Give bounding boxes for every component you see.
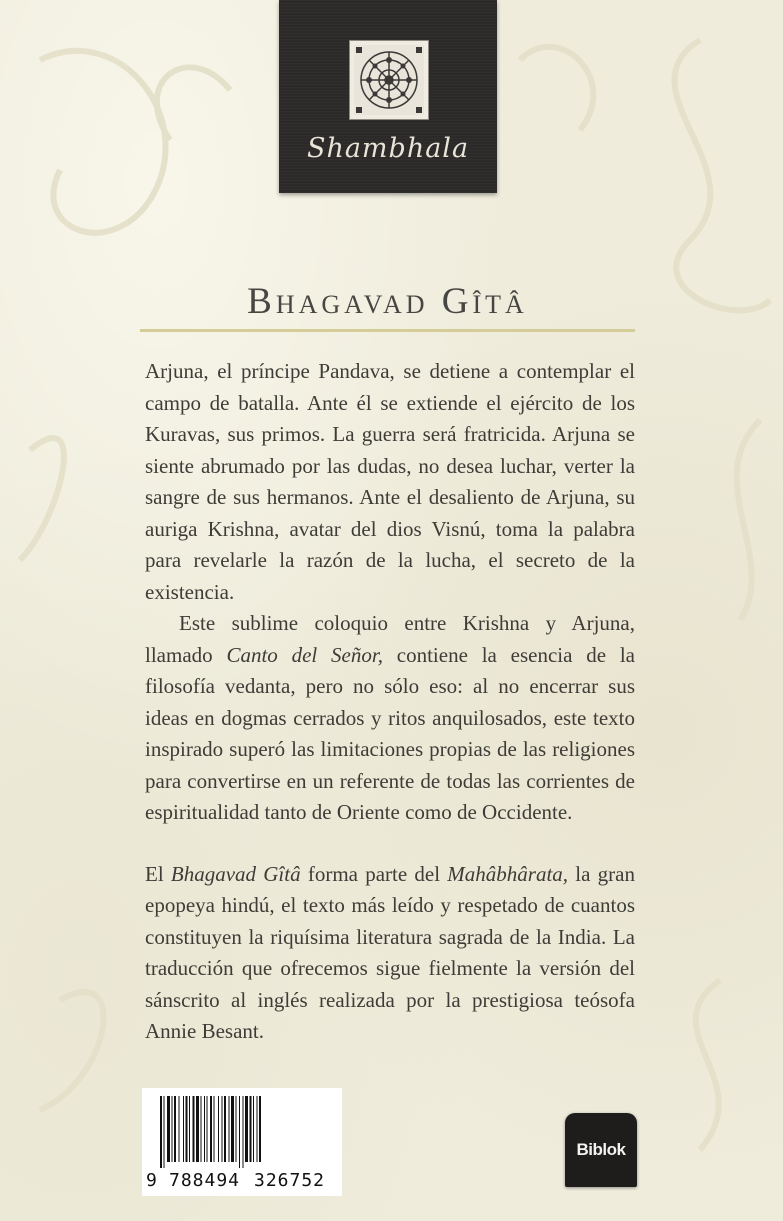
synopsis	[145, 356, 635, 1048]
paragraph-3-text-2: forma parte del	[300, 861, 448, 886]
barcode-bar	[189, 1096, 190, 1162]
barcode-bar	[214, 1096, 215, 1162]
barcode-bar	[236, 1096, 237, 1162]
synopsis-paragraph-2	[145, 608, 635, 829]
barcode-bar	[207, 1096, 208, 1162]
book-title: Bhagavad Gîtâ	[247, 281, 528, 322]
paragraph-2-text-before: Este sublime coloquio entre Krishna y Arjuna, llamado	[145, 611, 635, 667]
biblok-logo-text: Biblok	[576, 1140, 626, 1159]
barcode-bar	[193, 1096, 195, 1162]
barcode-bar	[222, 1096, 223, 1162]
barcode-bar	[183, 1096, 184, 1162]
barcode-bar	[224, 1096, 226, 1162]
barcode-bar	[201, 1096, 202, 1162]
paragraph-3-text-1: El	[145, 861, 171, 886]
publisher-block	[279, 0, 497, 193]
mandala-icon	[349, 40, 429, 120]
barcode-bar	[257, 1096, 258, 1162]
mahabharata-title: Mahâbhârata,	[447, 861, 569, 886]
barcode-bar	[239, 1096, 240, 1168]
paragraph-3-text-3: la gran epopeya hindú, el texto más leído y respetado de cuantos constituyen la riquísima literatura sagrada de la India. La traducción que ofrecemos sigue fielmente la versión del sánscrito al inglés realizada por la prestigiosa teósofa Annie Besant.	[145, 861, 635, 1043]
barcode-bar	[259, 1096, 261, 1162]
barcode-bars	[160, 1096, 324, 1168]
publisher-name: Shambhala	[306, 133, 470, 164]
barcode-bar	[172, 1096, 173, 1162]
synopsis-paragraph-1: Arjuna, el príncipe Pandava, se detiene a contemplar el campo de batalla. Ante él se extiende el ejército de los Kuravas, sus primos. La guerra será fratricida. Arjuna se siente abrumado por las dudas, no desea luchar, verter la sangre de sus hermanos. Ante el desaliento de Arjuna, su auriga Krishna, avatar del dios Visnú, toma la palabra para revelarle la razón de la lucha, el secreto de la existencia.	[145, 359, 635, 604]
biblok-logo	[565, 1113, 637, 1187]
barcode-bar	[229, 1096, 230, 1162]
barcode-bar	[204, 1096, 205, 1162]
barcode-bar	[253, 1096, 254, 1162]
title-divider	[140, 329, 635, 332]
barcode-bar	[243, 1096, 244, 1168]
barcode-bar	[174, 1096, 176, 1162]
barcode-bar	[160, 1096, 162, 1168]
barcode-bar	[245, 1096, 248, 1162]
barcode-group-1: 788494	[169, 1170, 241, 1191]
barcode-bar	[164, 1096, 165, 1168]
barcode-bar	[167, 1096, 170, 1162]
barcode-bar	[218, 1096, 219, 1162]
bhagavad-gita-title: Bhagavad Gîtâ	[170, 861, 301, 886]
barcode-bar	[250, 1096, 252, 1162]
canto-del-senor-title: Canto del Señor,	[226, 642, 383, 667]
barcode-bar	[196, 1096, 199, 1162]
barcode-bar	[186, 1096, 188, 1162]
isbn-barcode	[142, 1088, 342, 1196]
paragraph-2-text-after: contiene la esencia de la filosofía vedanta, pero no sólo eso: al no encerrar sus ideas en dogmas cerrados y ritos anquilosados, este texto inspirado superó las limitaciones propias de las religiones para convertirse en un referente de todas las corrientes de espiritualidad tanto de Oriente como de Occidente.	[145, 642, 635, 824]
barcode-bar	[231, 1096, 234, 1162]
barcode-bar	[179, 1096, 180, 1162]
barcode-bar	[210, 1096, 212, 1162]
barcode-group-2: 326752	[254, 1170, 326, 1191]
barcode-lead-digit: 9	[146, 1170, 158, 1191]
synopsis-paragraph-3	[145, 859, 635, 1048]
